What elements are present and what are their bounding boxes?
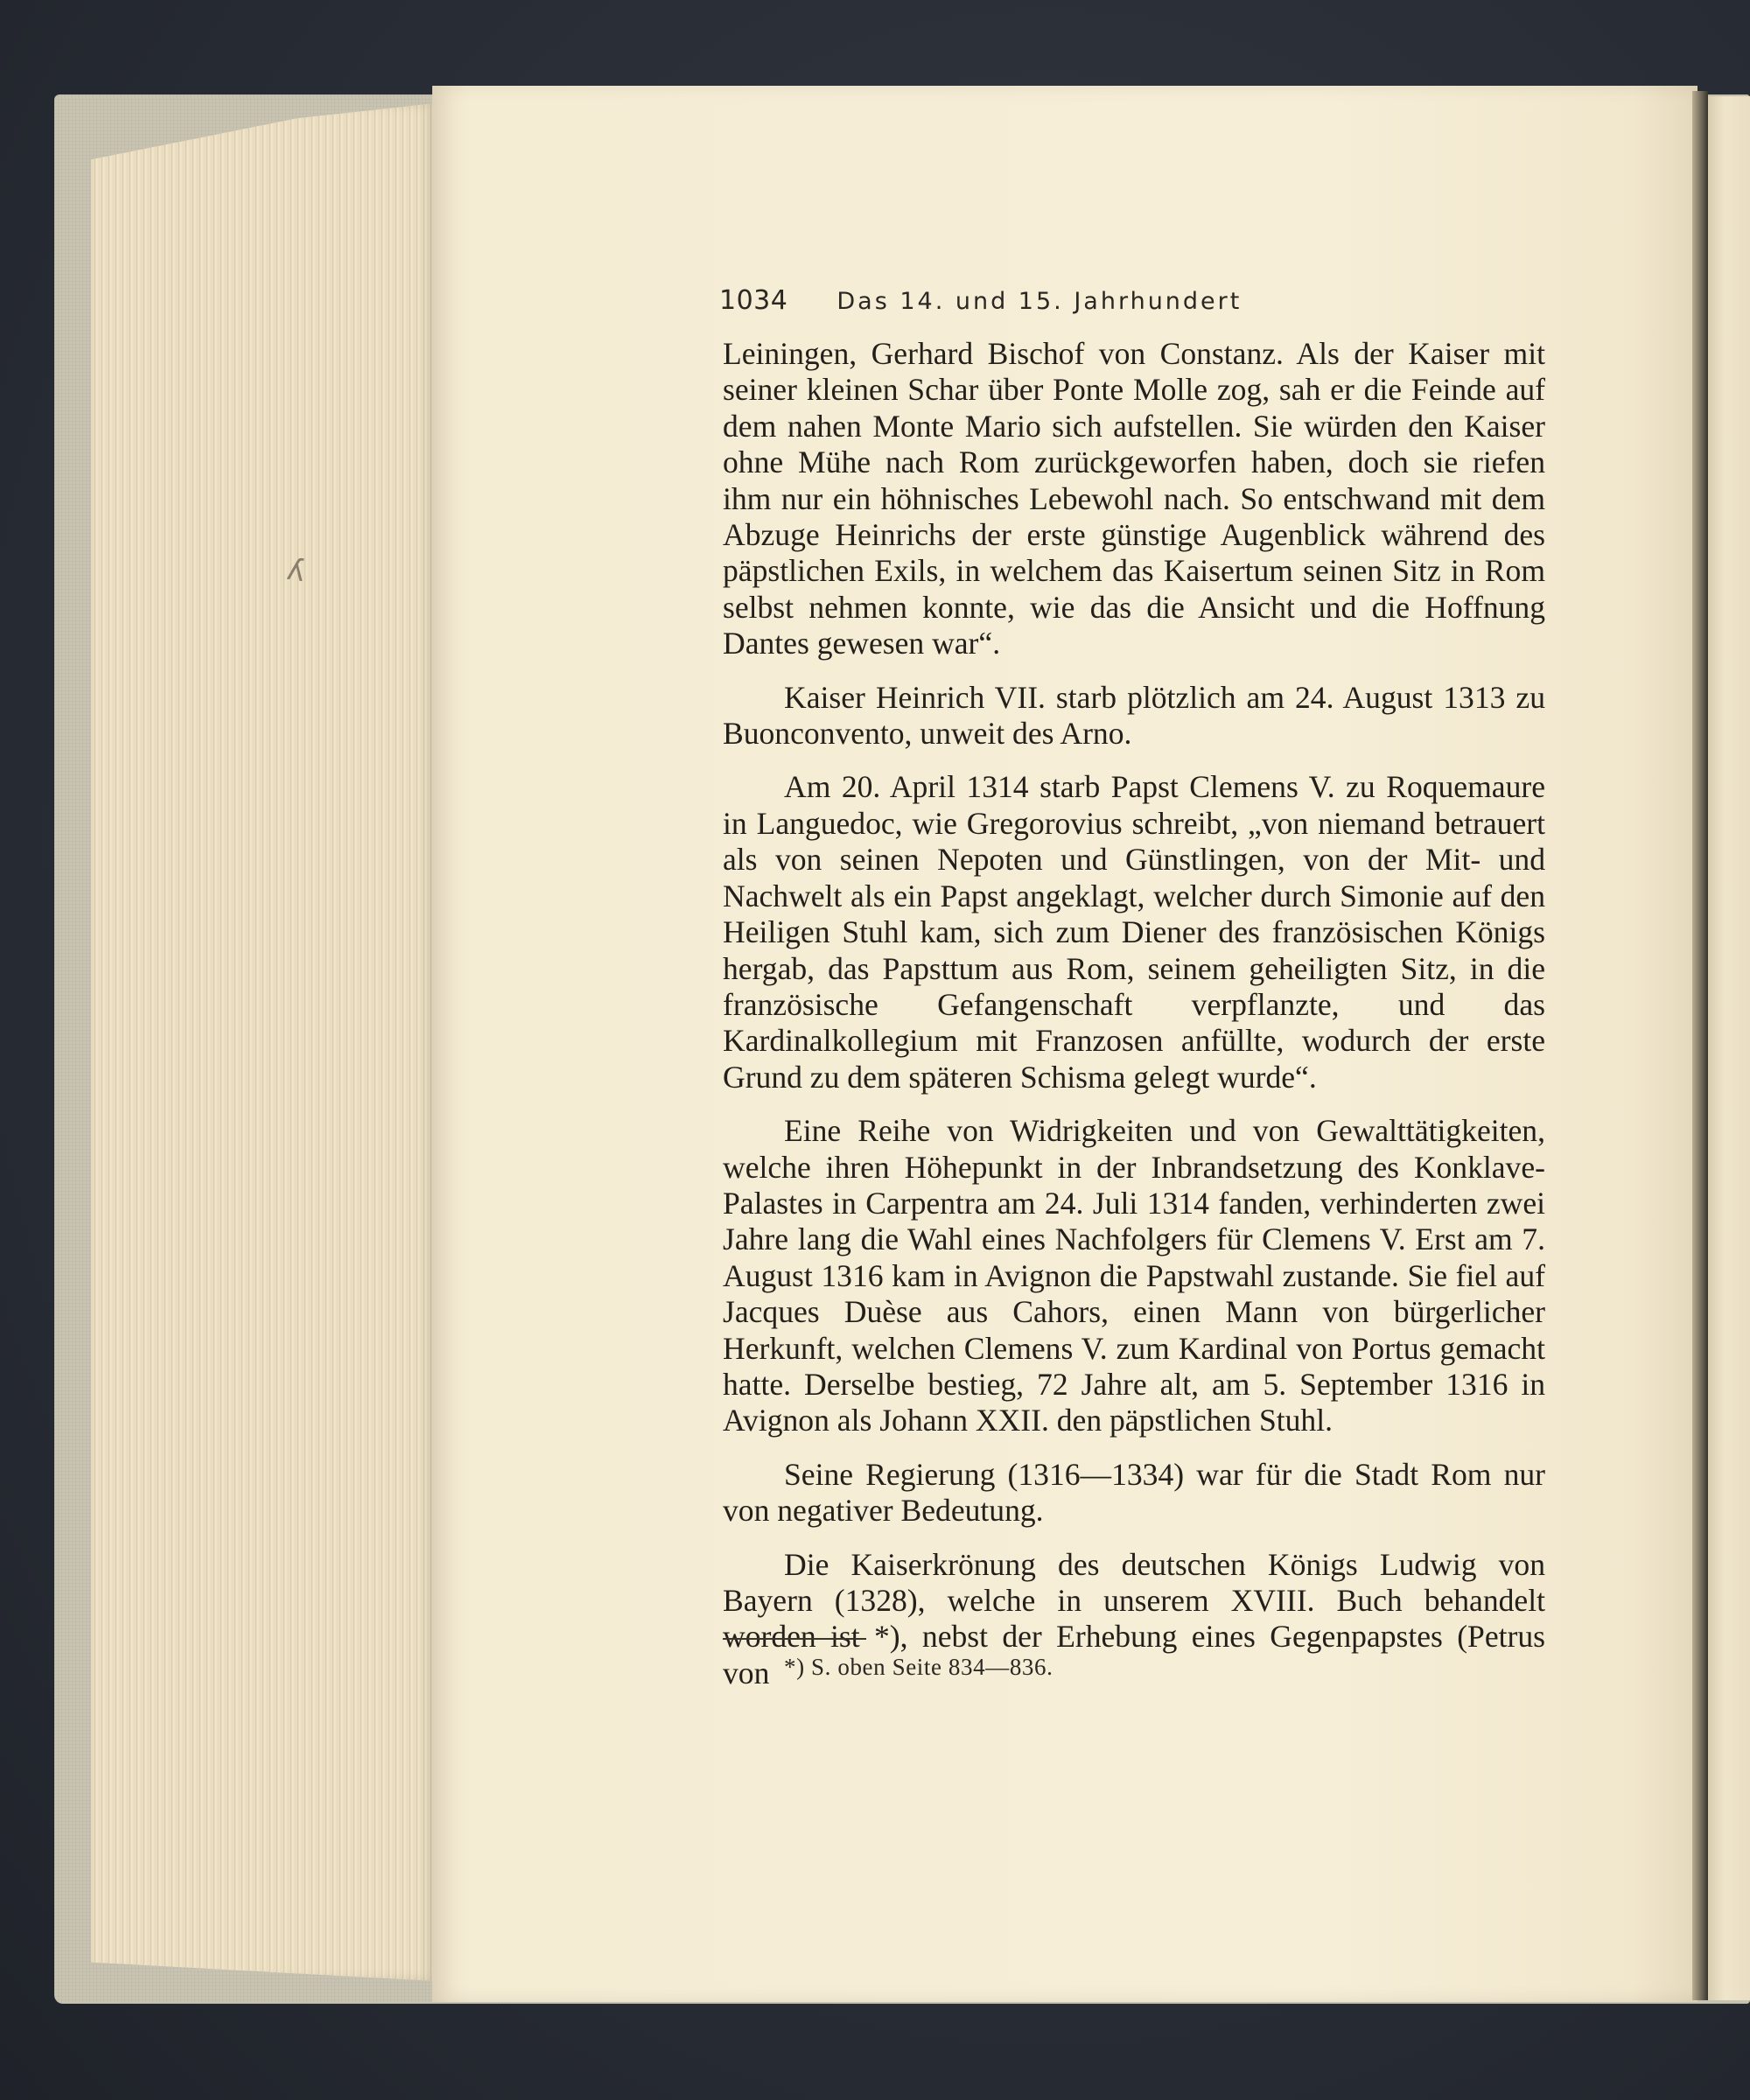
paragraph-6: Die Kaiserkrönung des deutschen Königs Ludwig von Bayern (1328), welche in unserem XVIII. Buch behandelt worden ist *), nebst der Erhebung eines Gegenpapstes (Petrus von <box>723 1546 1545 1690</box>
footnote-rule <box>723 1638 866 1640</box>
pencil-mark: ʎ <box>284 551 307 590</box>
paragraph-1: Leiningen, Gerhard Bischof von Constanz. Als der Kaiser mit seiner kleinen Schar über Ponte Molle zog, sah er die Feinde auf dem nahen Monte Mario sich aufstellen. Sie würden den Kaiser ohne Mühe nach Rom zurückgeworfen haben, doch sie riefen ihm nur ein höhnisches Lebewohl nach. So entschwand mit dem Abzuge Heinrichs der erste günstige Augenblick während des päpstlichen Exils, in welchem das Kaisertum seinen Sitz in Rom selbst nehmen konnte, wie das die Ansicht und die Hoffnung Dantes gewesen war“. <box>723 336 1545 662</box>
paragraph-4: Eine Reihe von Widrigkeiten und von Gewalttätigkeiten, welche ihren Höhepunkt in der Inbrandsetzung des Konklave-Palastes in Carpentra am 24. Juli 1314 fanden, verhinderten zwei Jahre lang die Wahl eines Nachfolgers für Clemens V. Erst am 7. August 1316 kam in Avignon die Papstwahl zustande. Sie fiel auf Jacques Duèse aus Cahors, einen Mann von bürgerlicher Herkunft, welchen Clemens V. zum Kardinal von Portus gemacht hatte. Derselbe bestieg, 72 Jahre alt, am 5. September 1316 in Avignon als Johann XXII. den päpstlichen Stuhl. <box>723 1113 1545 1438</box>
paragraph-5: Seine Regierung (1316—1334) war für die Stadt Rom nur von negativer Bedeutung. <box>723 1456 1545 1529</box>
facing-page-edge <box>1708 96 1750 2000</box>
running-head <box>719 285 1318 316</box>
running-title: Das 14. und 15. Jahrhundert <box>836 288 1242 315</box>
paragraph-3: Am 20. April 1314 starb Papst Clemens V. zu Roquemaure in Languedoc, wie Gregorovius schreibt, „von niemand betrauert als von seinen Nepoten und Günstlingen, von der Mit- und Nachwelt als ein Papst angeklagt, welcher durch Simonie auf den Heiligen Stuhl kam, sich zum Diener des französischen Königs hergab, das Papsttum aus Rom, seinem geheiligten Sitz, in die französische Gefangenschaft verpflanzte, und das Kardinalkollegium mit Franzosen anfüllte, wodurch der erste Grund zu dem späteren Schisma gelegt wurde“. <box>723 769 1545 1095</box>
page-edges <box>91 103 436 1981</box>
paragraph-2: Kaiser Heinrich VII. starb plötzlich am 24. August 1313 zu Buonconvento, unweit des Arno. <box>723 679 1545 752</box>
page-number: 1034 <box>719 285 788 316</box>
footnote: *) S. oben Seite 834—836. <box>784 1654 1054 1680</box>
book-gutter <box>1692 91 1708 2000</box>
body-text <box>723 336 1545 1709</box>
